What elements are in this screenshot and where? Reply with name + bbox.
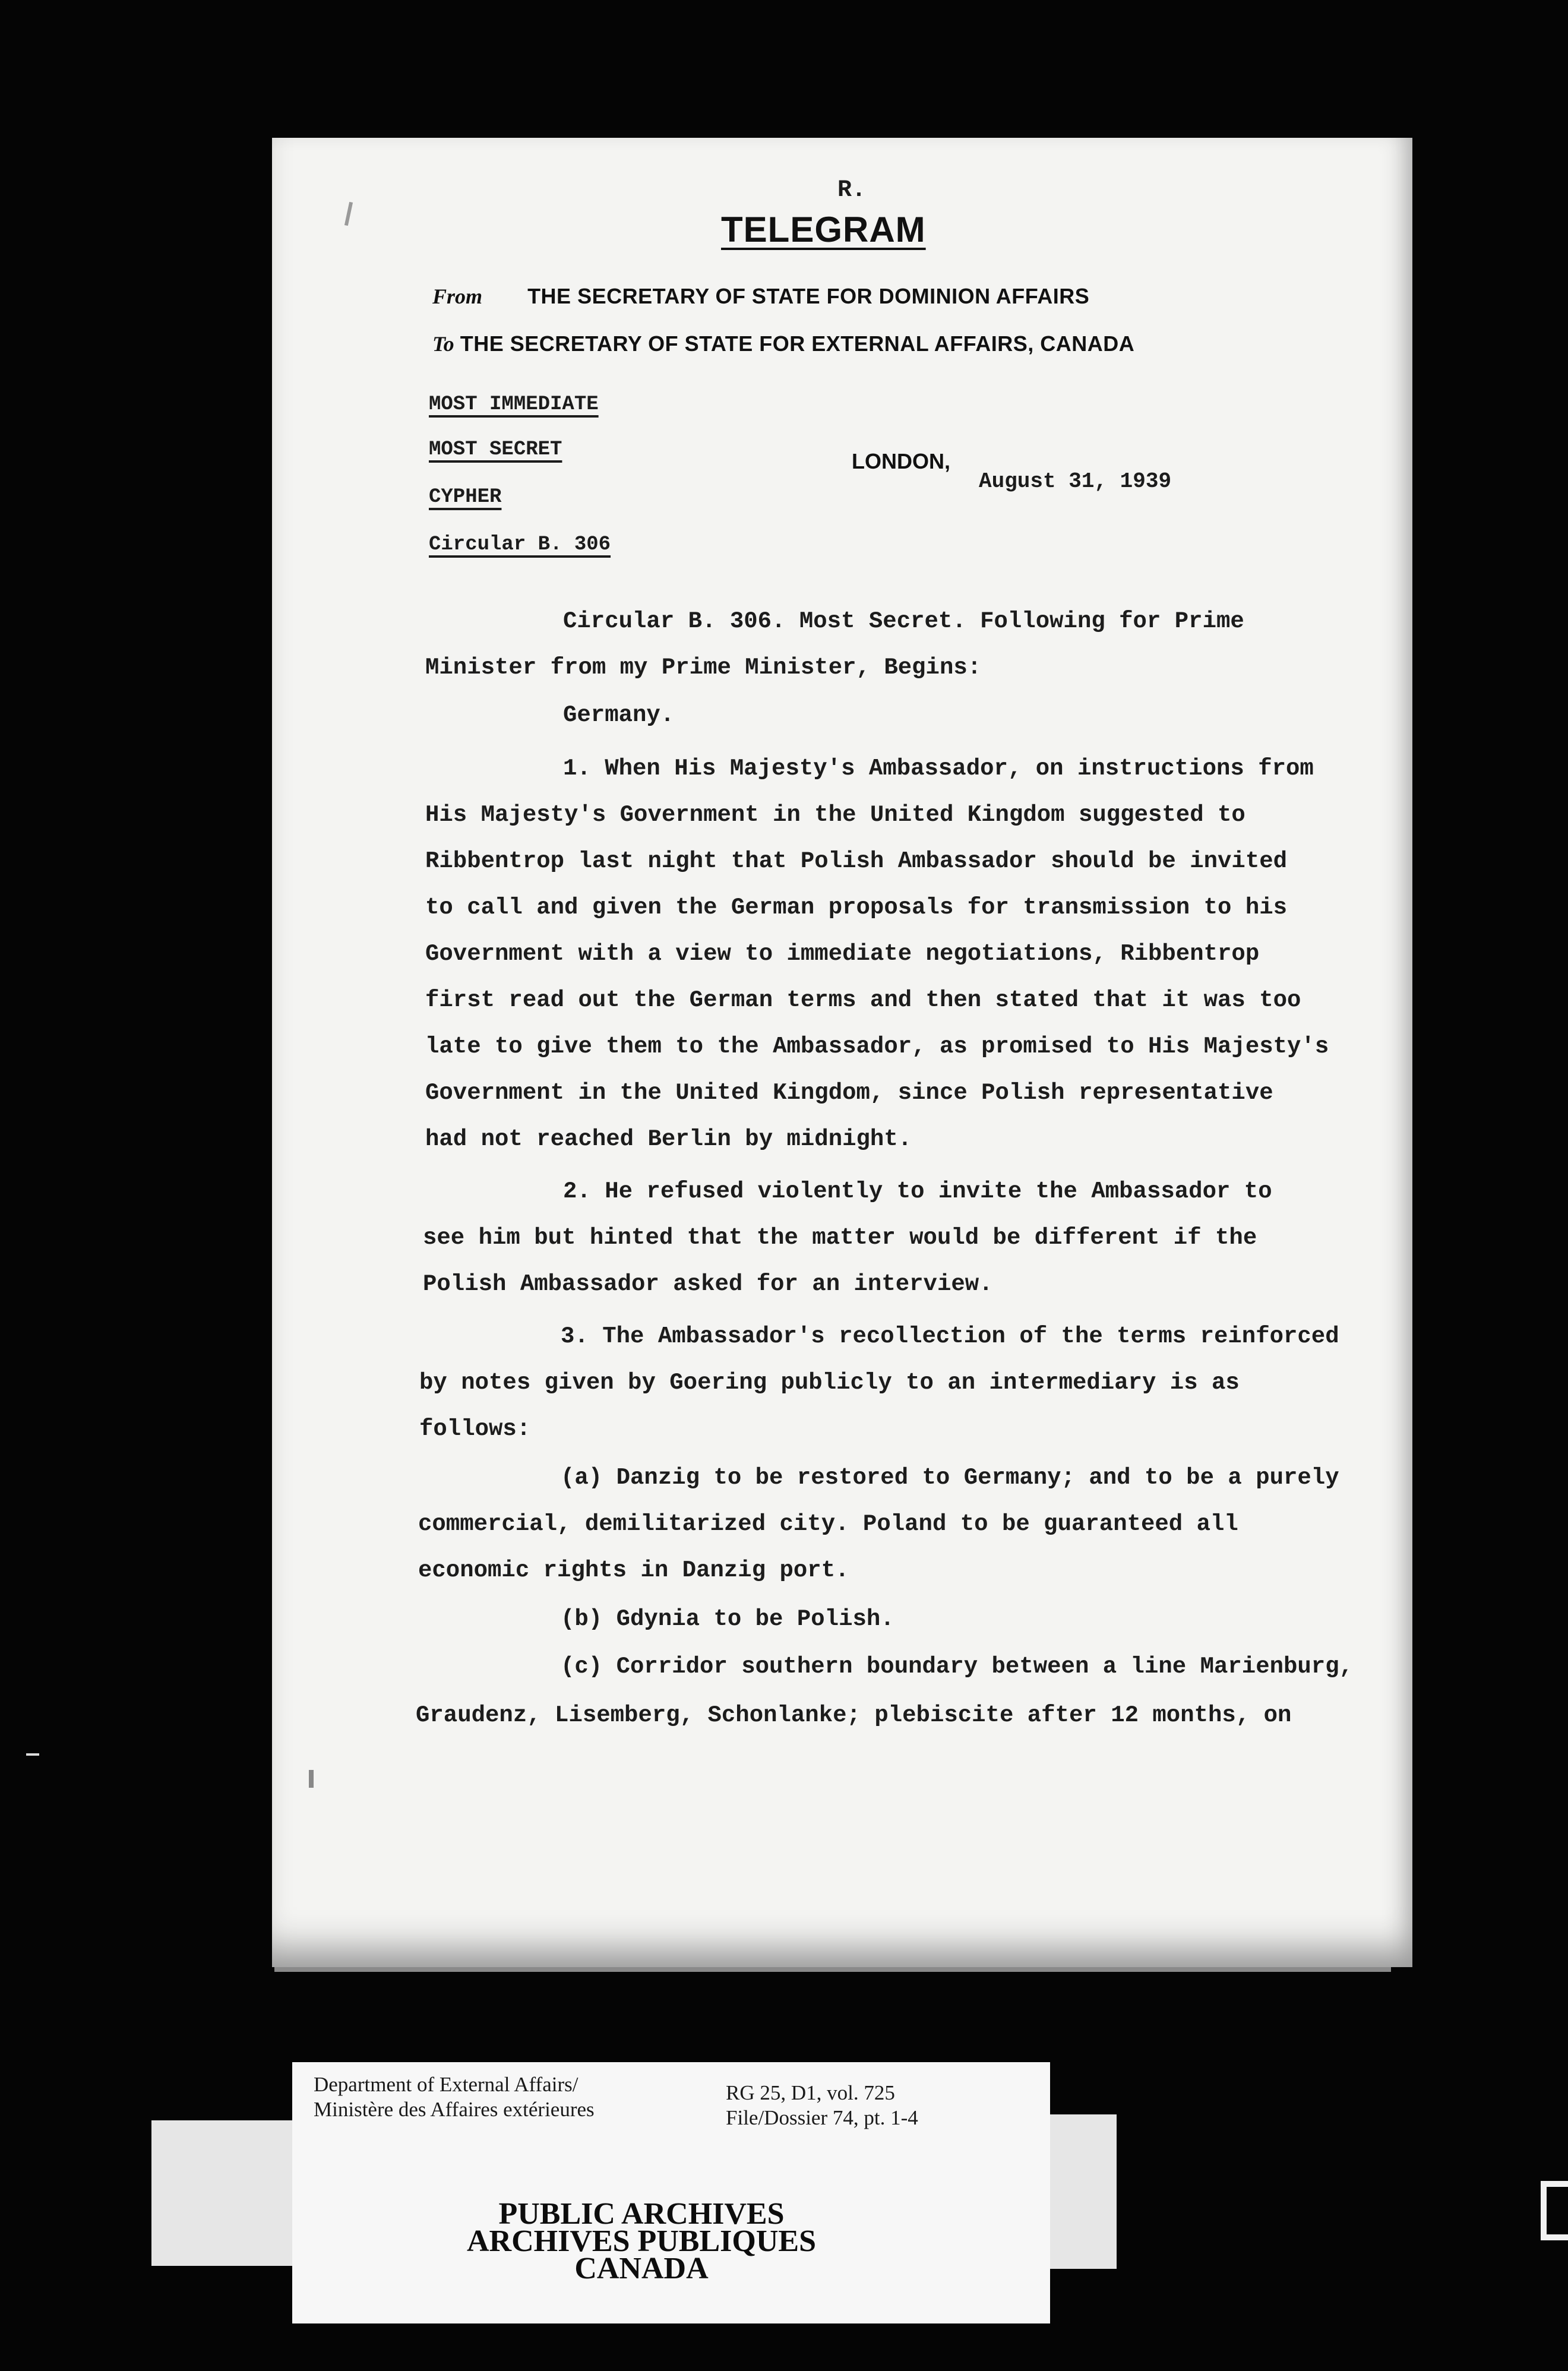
- document-title: TELEGRAM: [721, 210, 926, 249]
- body-line: (a) Danzig to be restored to Germany; and to be a purely: [561, 1465, 1339, 1491]
- body-line: to call and given the German proposals for transmission to his: [425, 894, 1288, 921]
- classification-most-immediate: MOST IMMEDIATE: [429, 393, 599, 416]
- from-label: From: [432, 284, 483, 308]
- body-line: Circular B. 306. Most Secret. Following for Prime: [563, 608, 1244, 634]
- body-line: late to give them to the Ambassador, as promised to His Majesty's: [425, 1033, 1329, 1060]
- body-line: Polish Ambassador asked for an interview.: [423, 1271, 993, 1297]
- from-line: [432, 284, 1089, 309]
- department-name-en: Department of External Affairs/: [314, 2073, 578, 2096]
- archive-stamp-line-3: CANADA: [574, 2252, 709, 2285]
- circular-number: Circular B. 306: [429, 533, 611, 556]
- date: August 31, 1939: [979, 469, 1172, 494]
- body-line: economic rights in Danzig port.: [418, 1557, 849, 1583]
- department-name-fr: Ministère des Affaires extérieures: [314, 2098, 595, 2121]
- body-line: Government in the United Kingdom, since Polish representative: [425, 1080, 1273, 1106]
- body-line: 3. The Ambassador's recollection of the terms reinforced: [561, 1323, 1339, 1349]
- classification-cypher: CYPHER: [429, 486, 502, 508]
- to-label: To: [432, 332, 454, 356]
- record-group-reference: RG 25, D1, vol. 725: [726, 2081, 895, 2104]
- body-line: Graudenz, Lisemberg, Schonlanke; plebiscite after 12 months, on: [416, 1702, 1292, 1728]
- label-tab-left: [151, 2120, 300, 2266]
- body-line: His Majesty's Government in the United Kingdom suggested to: [425, 802, 1245, 828]
- body-line: follows:: [419, 1416, 531, 1442]
- body-line: Germany.: [563, 702, 675, 728]
- body-line: Minister from my Prime Minister, Begins:: [425, 655, 982, 681]
- film-edge-mark: [1541, 2181, 1568, 2240]
- body-line: by notes given by Goering publicly to an intermediary is as: [419, 1370, 1240, 1396]
- film-speck: [309, 1770, 314, 1788]
- place: LONDON,: [852, 449, 950, 473]
- body-line: first read out the German terms and then stated that it was too: [425, 987, 1301, 1013]
- to-line: [432, 331, 1134, 356]
- body-line: (b) Gdynia to be Polish.: [561, 1606, 894, 1632]
- archive-stamp-line-2: ARCHIVES PUBLIQUES: [466, 2224, 817, 2258]
- film-speck: [26, 1753, 39, 1756]
- code-mark: R.: [837, 177, 867, 204]
- archive-stamp-line-1: PUBLIC ARCHIVES: [498, 2197, 785, 2231]
- from-text: THE SECRETARY OF STATE FOR DOMINION AFFAIRS: [527, 284, 1090, 308]
- body-line: 1. When His Majesty's Ambassador, on instructions from: [563, 755, 1314, 782]
- body-line: see him but hinted that the matter would be different if the: [423, 1225, 1257, 1251]
- body-line: Ribbentrop last night that Polish Ambassador should be invited: [425, 848, 1288, 874]
- body-line: 2. He refused violently to invite the Ambassador to: [563, 1178, 1272, 1205]
- body-line: (c) Corridor southern boundary between a line Marienburg,: [561, 1654, 1354, 1680]
- body-line: commercial, demilitarized city. Poland to be guaranteed all: [418, 1511, 1238, 1537]
- classification-most-secret: MOST SECRET: [429, 438, 562, 461]
- body-line: had not reached Berlin by midnight.: [425, 1126, 912, 1152]
- to-text: THE SECRETARY OF STATE FOR EXTERNAL AFFAIRS, CANADA: [460, 331, 1135, 356]
- file-reference: File/Dossier 74, pt. 1-4: [726, 2106, 918, 2129]
- body-line: Government with a view to immediate negotiations, Ribbentrop: [425, 941, 1260, 967]
